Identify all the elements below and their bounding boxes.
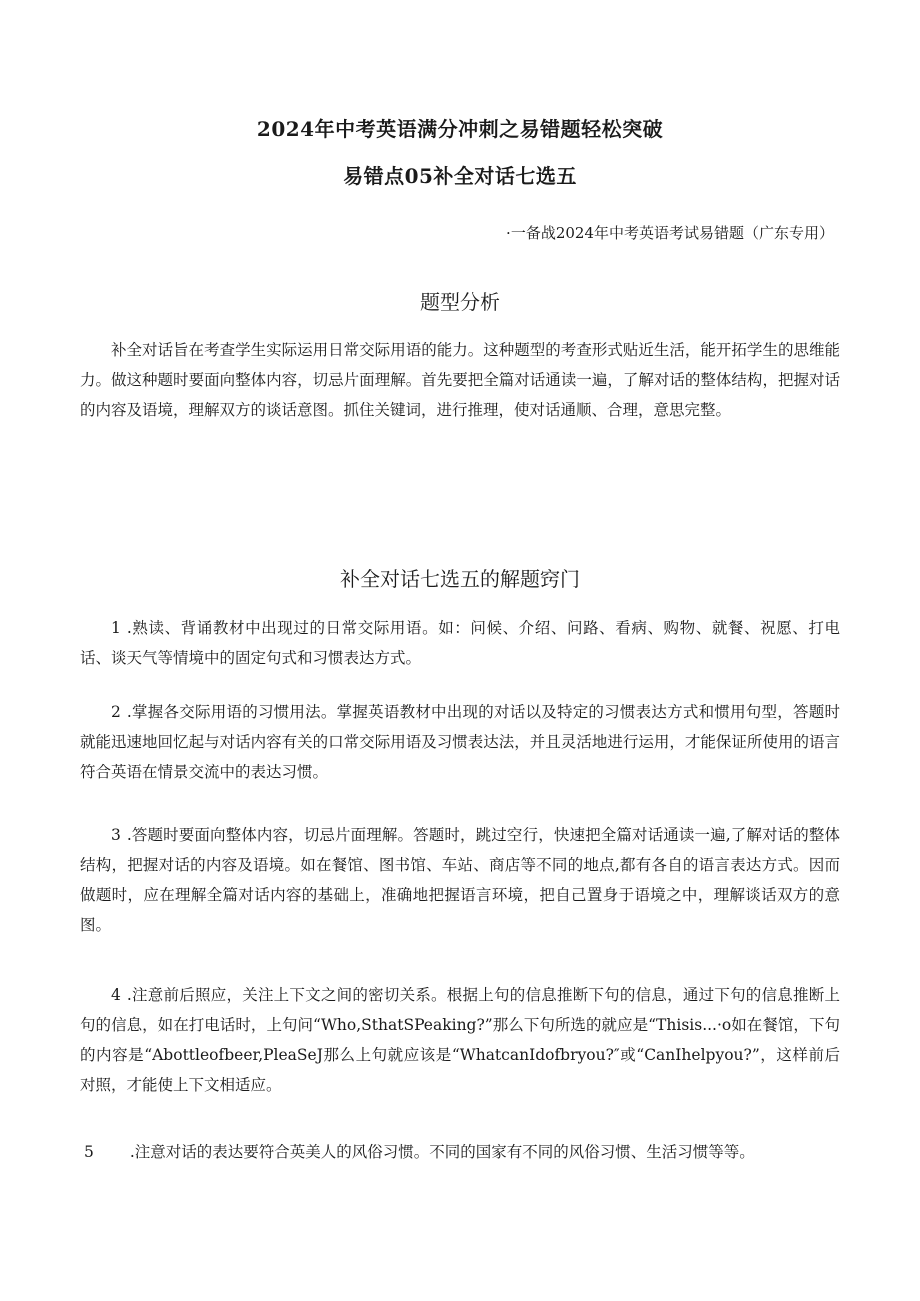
document-title: 2024年中考英语满分冲刺之易错题轻松突破 — [256, 117, 664, 141]
document-subtitle: 易错点05补全对话七选五 — [343, 164, 577, 188]
tip-number: 2 — [111, 703, 121, 721]
tip-number: 4 — [111, 986, 121, 1004]
tip-text: .掌握各交际用语的习惯用法。掌握英语教材中出现的对话以及特定的习惯表达方式和惯用句型，答题时就能迅速地回忆起与对话内容有关的口常交际用语及习惯表达法，并且灵活地进行运用，才能保证所使用的语言符合英语在情景交流中的表达习惯。 — [80, 703, 840, 781]
tip-text: .答题时要面向整体内容，切忌片面理解。答题时，跳过空行，快速把全篇对话通读一遍,了解对话的整体结构，把握对话的内容及语境。如在餐馆、图书馆、车站、商店等不同的地点,都有各自的语言表达方式。因而做题时，应在理解全篇对话内容的基础上，准确地把握语言环境，把自己置身于语境之中，理解谈话双方的意图。 — [80, 826, 840, 934]
tip-item — [80, 697, 840, 787]
tip-item — [80, 820, 840, 940]
tip-text: .注意前后照应，关注上下文之间的密切关系。根据上句的信息推断下句的信息，通过下句的信息推断上句的信息，如在打电话时，上句问“Who,SthatSPeaking?”那么下句所选的就应是“Thisis...·o如在餐馆，下句的内容是“Abottleofbeer,PleaSeJ那么上句就应该是“WhatcanIdofbryou?″或“CanIhelpyou?”，这样前后对照，才能使上下文相适应。 — [80, 986, 840, 1094]
source-line: ·一备战2024年中考英语考试易错题（广东专用） — [506, 224, 834, 242]
tip-text: .注意对话的表达要符合英美人的风俗习惯。不同的国家有不同的风俗习惯、生活习惯等等。 — [129, 1143, 755, 1161]
tip-item — [80, 980, 840, 1100]
section-heading-tips: 补全对话七选五的解题窍门 — [340, 567, 580, 591]
analysis-paragraph: 补全对话旨在考查学生实际运用日常交际用语的能力。这种题型的考查形式贴近生活，能开拓学生的思维能力。做这种题时要面向整体内容，切忌片面理解。首先要把全篇对话通读一遍，了解对话的整体结构，把握对话的内容及语境，理解双方的谈话意图。抓住关键词，进行推理，使对话通顺、合理，意思完整。 — [80, 341, 840, 419]
section-heading-analysis: 题型分析 — [420, 290, 500, 314]
tip-item — [80, 613, 840, 673]
tip-text: .熟读、背诵教材中出现过的日常交际用语。如：问候、介绍、问路、看病、购物、就餐、祝愿、打电话、谈天气等情境中的固定句式和习惯表达方式。 — [80, 619, 840, 667]
tip-number: 1 — [111, 619, 121, 637]
tip-number: 5 — [84, 1143, 94, 1161]
tip-item — [80, 1137, 840, 1167]
tip-number: 3 — [111, 826, 121, 844]
